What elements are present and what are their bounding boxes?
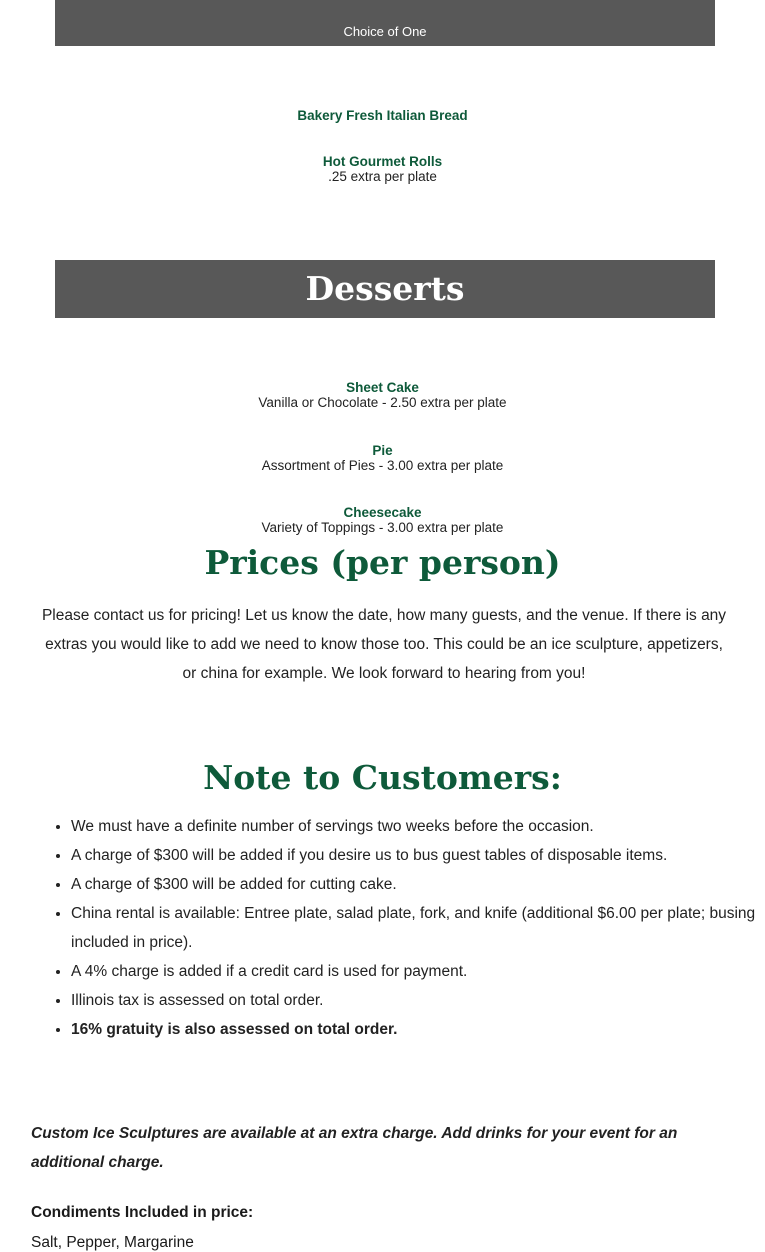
- item-desc: Variety of Toppings - 3.00 extra per plate: [261, 520, 504, 535]
- condiments-list: Salt, Pepper, Margarine: [31, 1234, 194, 1251]
- extras-note: Custom Ice Sculptures are available at an extra charge. Add drinks for your event for an additional charge.: [31, 1125, 678, 1171]
- notes-title: Note to Customers:: [203, 758, 562, 797]
- breads-header-band: [55, 0, 715, 46]
- bread-item-italian: [0, 108, 765, 123]
- item-name: Hot Gourmet Rolls: [322, 154, 443, 169]
- prices-text: Please contact us for pricing! Let us know the date, how many guests, and the venue. If there is any extras you would like to add we need to know those too. This could be an ice sculpture, appetizers, or china for example. We look forward to hearing from you!: [41, 607, 727, 682]
- prices-title: Prices (per person): [204, 543, 561, 582]
- dessert-item-cheesecake: [0, 505, 765, 535]
- bread-item-rolls: [0, 154, 765, 184]
- dessert-item-sheet-cake: [0, 380, 765, 410]
- item-desc: .25 extra per plate: [328, 169, 437, 184]
- dessert-item-pie: [0, 443, 765, 473]
- note-item: • A charge of $300 will be added if you desire us to bus guest tables of disposable items.: [71, 841, 761, 870]
- item-name: Pie: [372, 443, 393, 458]
- item-desc: Assortment of Pies - 3.00 extra per plate: [261, 458, 504, 473]
- condiments-title: Condiments Included in price:: [31, 1204, 254, 1221]
- note-item: • Illinois tax is assessed on total order.: [71, 986, 761, 1015]
- item-desc: Vanilla or Chocolate - 2.50 extra per plate: [258, 395, 507, 410]
- note-item: • A charge of $300 will be added for cutting cake.: [71, 870, 761, 899]
- note-item: • China rental is available: Entree plate, salad plate, fork, and knife (additional $6.00 per plate; busing included in price).: [71, 899, 761, 957]
- breads-choice-label: Choice of One: [343, 24, 427, 39]
- item-name: Sheet Cake: [346, 380, 419, 395]
- item-name: Cheesecake: [343, 505, 422, 520]
- desserts-title: Desserts: [305, 269, 465, 308]
- desserts-header-band: [55, 260, 715, 318]
- notes-list: [33, 812, 761, 1044]
- item-name: Bakery Fresh Italian Bread: [297, 108, 468, 123]
- note-item: • A 4% charge is added if a credit card is used for payment.: [71, 957, 761, 986]
- note-item-gratuity: • 16% gratuity is also assessed on total order.: [71, 1015, 761, 1044]
- note-item: • We must have a definite number of servings two weeks before the occasion.: [71, 812, 761, 841]
